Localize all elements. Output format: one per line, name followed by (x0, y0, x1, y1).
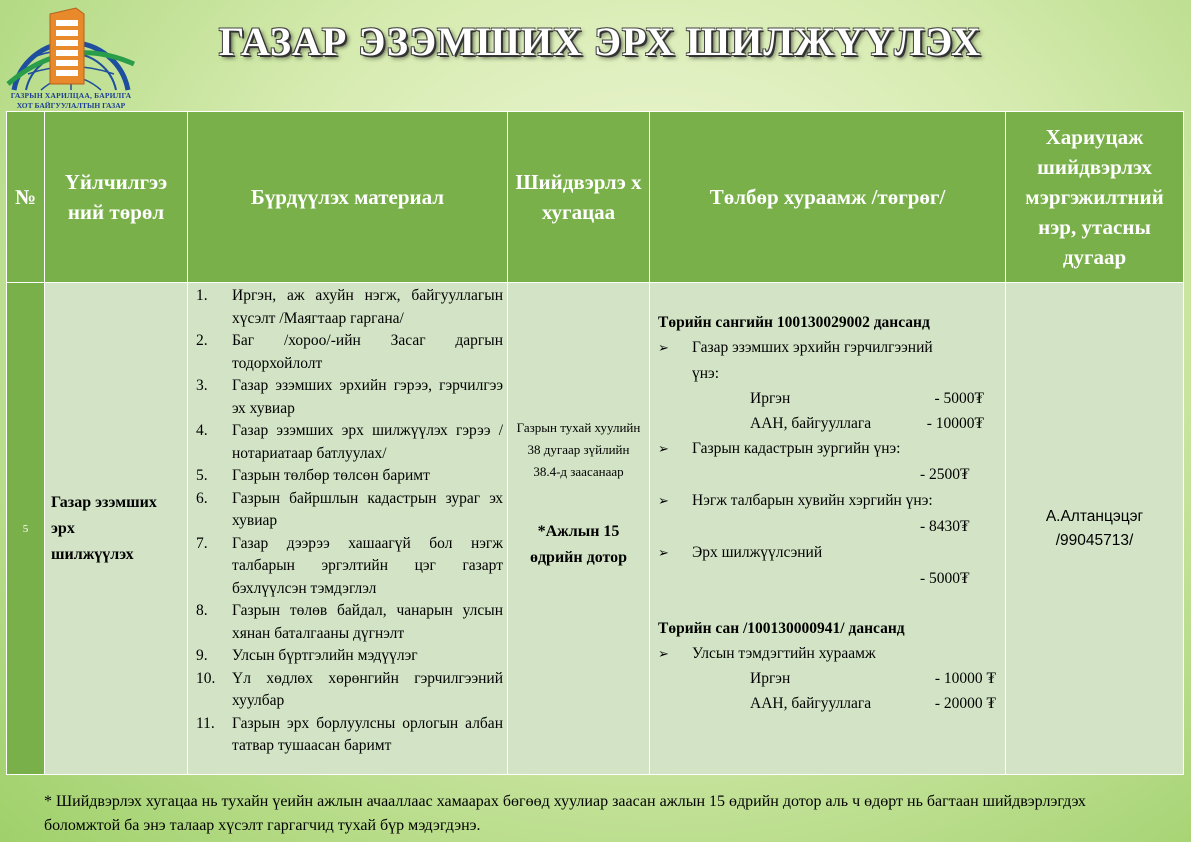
header-materials: Бүрдүүлэх материал (188, 112, 508, 283)
fee-item-sub: үнэ: (692, 365, 720, 382)
header-number: № (7, 112, 45, 283)
list-item: 3. Газар эзэмших эрхийн гэрээ, гэрчилгээ эх хувиар (196, 377, 503, 417)
fee-row: Иргэн - 5000₮ (750, 390, 984, 407)
materials-cell (188, 283, 508, 775)
arrow-bullet-icon: ➢ (658, 493, 669, 508)
fee-item: ➢ Газрын кадастрын зургийн үнэ: (658, 436, 999, 462)
list-item: 2. Баг /хороо/-ийн Засаг даргын тодорхойлолт (196, 332, 503, 372)
service-type-line: шилжүүлэх (51, 545, 134, 563)
list-item: 5. Газрын төлбөр төлсөн баримт (196, 467, 430, 484)
table-row (7, 283, 1184, 775)
arrow-bullet-icon: ➢ (658, 340, 669, 355)
list-item: 11. Газрын эрх борлуулсны орлогын албан татвар тушаасан баримт (196, 714, 503, 754)
service-type-line: Газар эзэмших (51, 493, 157, 511)
contact-name: А.Алтанцэцэг (1045, 507, 1144, 525)
fee-row: Иргэн - 10000 ₮ (750, 670, 996, 687)
logo-text-line1: ГАЗРЫН ХАРИЛЦАА, БАРИЛГА (10, 91, 132, 100)
row-number: 5 (7, 283, 45, 775)
list-item: 9. Улсын бүртгэлийн мэдүүлэг (196, 647, 418, 664)
fee-account-heading: Төрийн сан /100130000941/ дансанд (658, 620, 905, 637)
logo-emblem-icon (6, 4, 136, 92)
list-item: 6. Газрын байршлын кадастрын зураг эх хувиар (196, 489, 503, 529)
list-item: 10. Үл хөдлөх хөрөнгийн гэрчилгээний хуулбар (196, 669, 503, 709)
duration-cell (508, 283, 650, 775)
materials-list (192, 285, 503, 758)
duration-legal-basis: Газрын тухай хуулийн 38 дугаар зүйлийн 38.4-д заасанаар (516, 419, 641, 479)
table-header-row (7, 112, 1184, 283)
fee-amount: - 8430₮ (920, 518, 970, 535)
contact-cell (1006, 283, 1184, 775)
header-contact: Хариуцаж шийдвэрлэх мэргэжилтний нэр, утасны дугаар (1006, 112, 1184, 283)
list-item: 8. Газрын төлөв байдал, чанарын улсын хянан баталгааны дүгнэлт (196, 602, 503, 642)
fee-row: ААН, байгууллага - 20000 ₮ (750, 694, 996, 712)
fee-item: ➢ Улсын тэмдэгтийн хураамж (658, 641, 999, 667)
arrow-bullet-icon: ➢ (658, 545, 669, 560)
fee-item: ➢ Эрх шилжүүлсэний (658, 540, 999, 566)
arrow-bullet-icon: ➢ (658, 646, 669, 661)
list-item: 1. Иргэн, аж ахуйн нэгж, байгууллагын хүсэлт /Маягтаар гаргана/ (196, 287, 503, 327)
fee-cell (650, 283, 1006, 775)
service-type-line: эрх (51, 519, 75, 537)
organization-logo (6, 4, 136, 112)
fee-amount: - 2500₮ (920, 466, 970, 483)
fee-amount: - 5000₮ (920, 570, 970, 587)
fee-row: ААН, байгууллага - 10000₮ (750, 414, 984, 432)
header-fee: Төлбөр хураамж /төгрөг/ (650, 112, 1006, 283)
service-type-cell (45, 283, 188, 775)
footnote: * Шийдвэрлэх хугацаа нь тухайн үеийн ажлын ачааллаас хамаарах бөгөөд хуулиар заасан ажлын 15 өдрийн дотор аль ч өдөрт нь багтаан шийдвэрлэгдэх боломжтой ба энэ талаар хүсэлт гаргагчид тухай бүр мэдэгдэнэ. (44, 793, 1086, 834)
logo-text-line2: ХОТ БАЙГУУЛАЛТЫН ГАЗАР (16, 101, 126, 110)
list-item: 4. Газар эзэмших эрх шилжүүлэх гэрээ /нотариатаар батлуулах/ (196, 422, 503, 462)
arrow-bullet-icon: ➢ (658, 441, 669, 456)
fee-item: ➢ Газар эзэмших эрхийн гэрчилгээний (658, 335, 999, 361)
contact-phone: /99045713/ (1055, 531, 1134, 549)
duration-value: *Ажлын 15 өдрийн дотор (529, 522, 628, 566)
fee-item: ➢ Нэгж талбарын хувийн хэргийн үнэ: (658, 488, 999, 514)
header-service-type: Үйлчилгээ ний төрөл (45, 112, 188, 283)
page-title: ГАЗАР ЭЗЭМШИХ ЭРХ ШИЛЖҮҮЛЭХ (218, 19, 982, 64)
fee-account-heading: Төрийн сангийн 100130029002 дансанд (658, 314, 930, 331)
header-duration: Шийдвэрлэ х хугацаа (508, 112, 650, 283)
list-item: 7. Газар дээрээ хашаагүй бол нэгж талбарын эргэлтийн цэг газарт бэхлүүлсэн тэмдэглэл (196, 534, 503, 597)
service-table (6, 111, 1184, 775)
